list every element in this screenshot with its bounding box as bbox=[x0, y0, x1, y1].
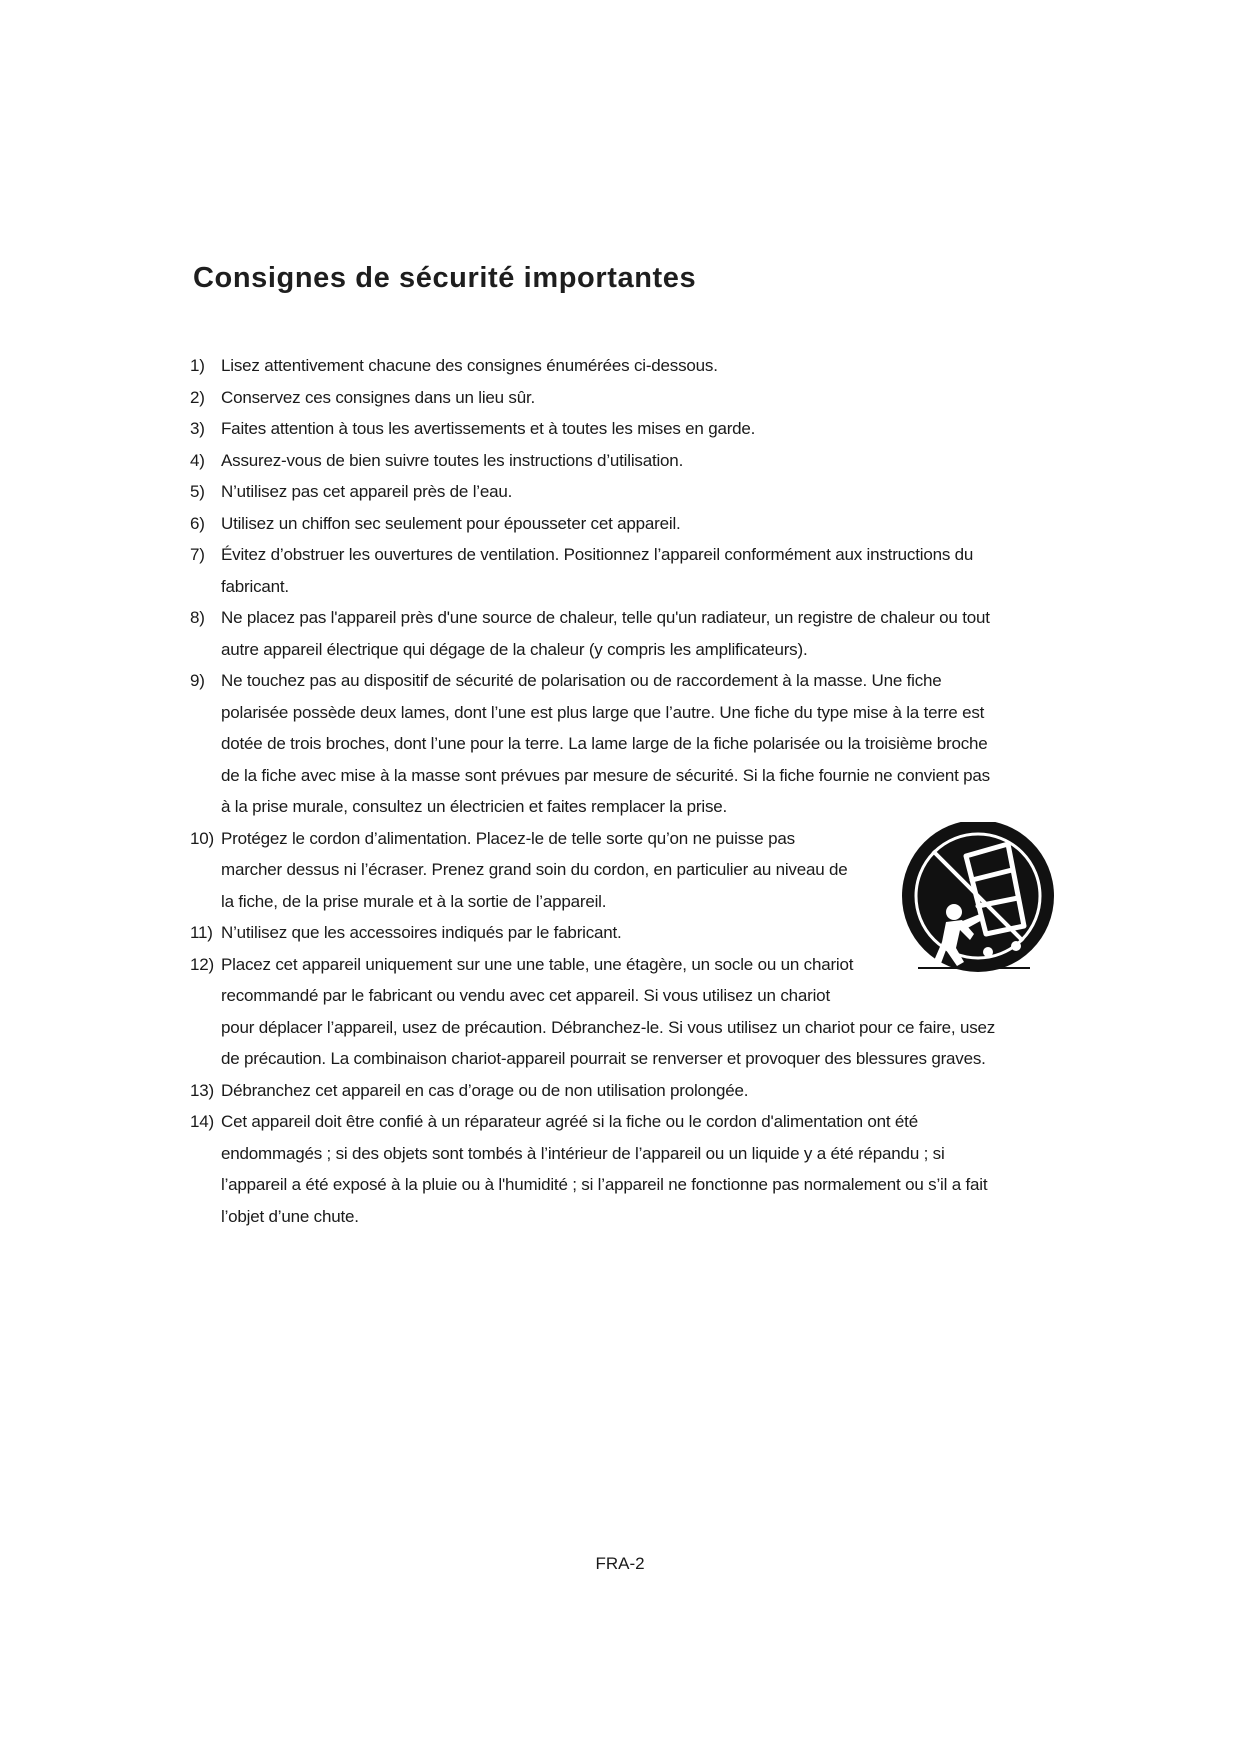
item-text: recommandé par le fabricant ou vendu avec cet appareil. Si vous utilisez un chariot bbox=[221, 986, 830, 1005]
item-number: 12) bbox=[190, 954, 214, 974]
list-item bbox=[190, 476, 1070, 508]
page-number: FRA-2 bbox=[595, 1554, 645, 1573]
list-item bbox=[190, 602, 1070, 665]
list-item bbox=[190, 350, 1070, 382]
item-text: l’appareil a été exposé à la pluie ou à l'humidité ; si l’appareil ne fonctionne pas normalement ou s’il a fait bbox=[221, 1175, 988, 1194]
item-text: de précaution. La combinaison chariot-appareil pourrait se renverser et provoquer des blessures graves. bbox=[221, 1049, 986, 1068]
item-text: l’objet d’une chute. bbox=[221, 1206, 359, 1226]
list-item bbox=[190, 413, 1070, 445]
item-text: Conservez ces consignes dans un lieu sûr. bbox=[221, 387, 536, 407]
item-text: endommagés ; si des objets sont tombés à l’intérieur de l’appareil ou un liquide y a été répandu ; si bbox=[221, 1143, 945, 1163]
item-text: Débranchez cet appareil en cas d’orage ou de non utilisation prolongée. bbox=[221, 1080, 749, 1100]
item-text: dotée de trois broches, dont l’une pour la terre. La lame large de la fiche polarisée ou la troisième broche bbox=[221, 734, 988, 753]
item-text: Ne placez pas l'appareil près d'une source de chaleur, telle qu'un radiateur, un registre de chaleur ou tout bbox=[221, 608, 990, 627]
item-text: Utilisez un chiffon sec seulement pour épousseter cet appareil. bbox=[221, 513, 681, 533]
item-number: 3) bbox=[190, 419, 205, 438]
list-item bbox=[190, 508, 1070, 540]
item-text: autre appareil électrique qui dégage de la chaleur (y compris les amplificateurs). bbox=[221, 639, 808, 659]
item-number: 9) bbox=[190, 671, 205, 690]
list-item bbox=[190, 382, 1070, 414]
item-number: 2) bbox=[190, 387, 205, 407]
item-number: 11) bbox=[190, 923, 213, 942]
item-text: fabricant. bbox=[221, 576, 289, 596]
item-text: Ne touchez pas au dispositif de sécurité de polarisation ou de raccordement à la masse. Une fiche bbox=[221, 671, 942, 690]
item-number: 7) bbox=[190, 545, 205, 564]
list-item bbox=[190, 539, 1070, 602]
item-text: Faites attention à tous les avertissements et à toutes les mises en garde. bbox=[221, 419, 756, 438]
list-item bbox=[190, 1106, 1070, 1232]
item-text: Évitez d’obstruer les ouvertures de ventilation. Positionnez l’appareil conformément aux instructions du bbox=[221, 545, 974, 564]
item-text: de la fiche avec mise à la masse sont prévues par mesure de sécurité. Si la fiche fournie ne convient pas bbox=[221, 765, 990, 785]
item-text: N’utilisez pas cet appareil près de l’eau. bbox=[221, 482, 513, 501]
item-number: 8) bbox=[190, 608, 205, 627]
item-number: 10) bbox=[190, 828, 214, 848]
item-text: N’utilisez que les accessoires indiqués par le fabricant. bbox=[221, 923, 622, 942]
cart-tip-over-warning-icon bbox=[900, 822, 1060, 982]
item-number: 6) bbox=[190, 513, 205, 533]
item-text: polarisée possède deux lames, dont l’une est plus large que l’autre. Une fiche du type mise à la terre est bbox=[221, 702, 985, 722]
list-item bbox=[190, 1075, 1070, 1107]
item-number: 5) bbox=[190, 482, 205, 501]
item-number: 14) bbox=[190, 1112, 214, 1131]
item-text: marcher dessus ni l’écraser. Prenez grand soin du cordon, en particulier au niveau de bbox=[221, 860, 848, 879]
item-number: 1) bbox=[190, 356, 205, 375]
list-item bbox=[190, 445, 1070, 477]
item-text: Assurez-vous de bien suivre toutes les instructions d’utilisation. bbox=[221, 450, 684, 470]
item-text: la fiche, de la prise murale et à la sortie de l’appareil. bbox=[221, 891, 607, 911]
list-item bbox=[190, 665, 1070, 823]
page-title: Consignes de sécurité importantes bbox=[193, 262, 697, 294]
item-text: pour déplacer l’appareil, usez de précaution. Débranchez-le. Si vous utilisez un chariot pour ce faire, usez bbox=[221, 1017, 996, 1037]
item-text: Protégez le cordon d’alimentation. Placez-le de telle sorte qu’on ne puisse pas bbox=[221, 828, 795, 848]
safety-instructions-list bbox=[190, 350, 1070, 1232]
item-text: Cet appareil doit être confié à un réparateur agréé si la fiche ou le cordon d'alimentation ont été bbox=[221, 1112, 918, 1131]
item-text: Lisez attentivement chacune des consignes énumérées ci-dessous. bbox=[221, 356, 718, 375]
item-text: à la prise murale, consultez un électricien et faites remplacer la prise. bbox=[221, 797, 728, 816]
item-text: Placez cet appareil uniquement sur une une table, une étagère, un socle ou un chariot bbox=[221, 954, 854, 974]
item-number: 4) bbox=[190, 450, 205, 470]
item-number: 13) bbox=[190, 1080, 214, 1100]
